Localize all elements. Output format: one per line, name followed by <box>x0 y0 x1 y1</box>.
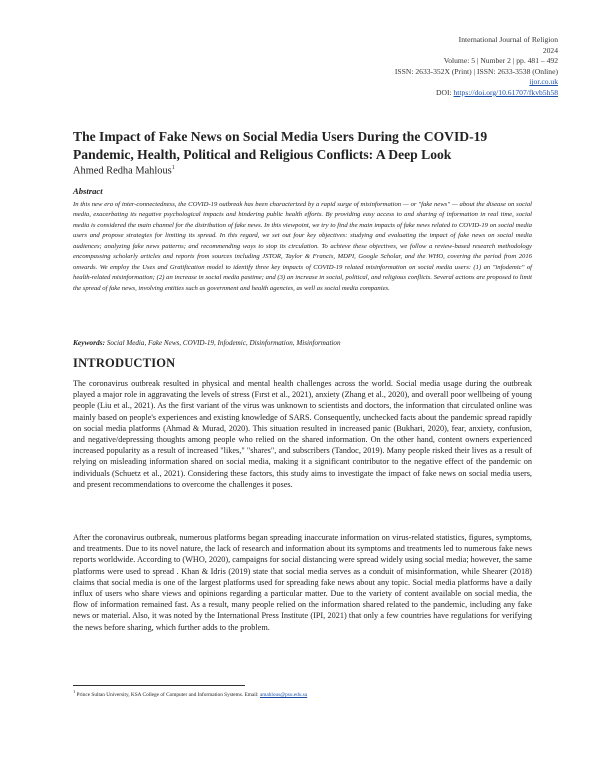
keywords-value: Social Media, Fake News, COVID-19, Infodemic, Disinformation, Misinformation <box>106 339 341 347</box>
introduction-paragraph-1: The coronavirus outbreak resulted in physical and mental health challenges across the world. Social media usage during the outbreak played a major role in aggravating the levels of stress (Fırst et al., 2021), anxiety (Zhang et al., 2020), and overall poor wellbeing of young people (Liu et al., 2021). As the first variant of the virus was unknown to scientists and doctors, the information that circulated online was mainly based on people's experiences and existing knowledge of SARS. Consequently, unchecked facts about the pandemic spread rapidly on social media platforms (Ahmad & Murad, 2020). This situation resulted in increased panic (Bukhari, 2020), fear, anxiety, confusion, and negative/depressing thoughts among people who relied on the shared information. On the other hand, content owners experienced increased popularity as a result of increased "likes," "shares", and subscribers (Tandoc, 2019). Many people risked their lives as a result of relying on misleading information shared on social media, making it a significant contributor to the negative effect of the pandemic on individuals (Schuetz et al., 2021). Considering these factors, this study aims to investigate the impact of fake news on social media users, and present recommendations to overcome the challenges it poses. <box>73 379 532 489</box>
journal-site-link[interactable]: ijor.co.uk <box>529 77 558 87</box>
author-name: Ahmed Redha Mahlous <box>73 165 172 177</box>
volume-line: Volume: 5 | Number 2 | pp. 481 – 492 <box>443 56 558 66</box>
footnote <box>73 688 533 699</box>
footnote-mark: 1 <box>73 689 76 694</box>
author-email-link[interactable]: amahlous@psu.edu.sa <box>259 691 308 698</box>
journal-year: 2024 <box>542 45 558 55</box>
journal-header <box>258 35 558 99</box>
journal-name: International Journal of Religion <box>458 35 558 44</box>
keywords-label: Keywords: <box>73 338 106 347</box>
issn-line: ISSN: 2633-352X (Print) | ISSN: 2633-3538 (Online) <box>394 66 558 76</box>
paper-title: The Impact of Fake News on Social Media Users During the COVID-19 Pandemic, Health, Political and Religious Conflicts: A Deep Look <box>73 129 488 162</box>
introduction-heading: INTRODUCTION <box>73 356 176 370</box>
doi-label: DOI: <box>435 87 454 97</box>
author-footnote-mark: 1 <box>171 165 175 171</box>
doi-link[interactable]: https://doi.org/10.61707/fkvb5h58 <box>453 87 558 97</box>
keywords-line <box>73 338 532 348</box>
footnote-divider <box>73 685 245 686</box>
abstract-heading: Abstract <box>73 186 103 196</box>
introduction-paragraph-2: After the coronavirus outbreak, numerous platforms began spreading inaccurate information on virus-related statistics, figures, symptoms, and treatments. Due to its novel nature, the lack of research and information about its symptoms and treatments led to numerous fake news reports worldwide. According to (WHO, 2020), campaigns for social distancing were spread widely using social media; however, the same platforms were used to spread . Khan & Idris (2019) state that social media serves as a conduit of misinformation, while Shearer (2018) claims that social media is one of the largest platforms used for spreading fake news about any topic. Social media platforms have a daily influx of users who share views and opinions regarding a particular matter. Due to the variety of content available on social media, the flow of information remained fast. As a result, many people relied on the information shared related to the pandemic, including any fake news or material. Also, it was noted by the International Press Institute (IPI, 2021) that only a few countries have regulations for verifying the news before sharing, which further adds to the problem. <box>73 533 532 632</box>
author-line <box>73 165 175 176</box>
footnote-text: Prince Sultan University, KSA College of Computer and Information Systems. Email: <box>76 691 260 698</box>
abstract-text: In this new era of inter-connectedness, the COVID-19 outbreak has been characterized by a rapid surge of misinformation — or "fake news" — about the disease on social media, exacerbating its negative psychological impacts and hindering public health efforts. By providing easy access to and sharing of information in real time, social media is considered the main channel for the distribution of fake news. In this viewpoint, we try to find the main impacts of fake news related to COVID-19 on social media users and propose strategies for limiting its spread. In this regard, we set out four key objectives: studying and evaluating the impact of fake news on social media audiences; analyzing fake news patterns; and recommending ways to stop its circulation. To achieve these objectives, we follow a review-based research methodology encompassing scholarly articles and reports from sources including JSTOR, Taylor & Francis, MDPI, Google Scholar, and the WHO, covering the period from 2016 onwards. We employ the Uses and Gratification model to identify three key impacts of COVID-19 related misinformation on social media users: (1) an "infodemic" of health-related misinformation; (2) an increase in social media pastime; and (3) an increase in social, political, and religious conflicts. Several actions are proposed to limit the spread of fake news, involving entities such as government and health agencies, as well as social media companies. <box>73 201 532 292</box>
